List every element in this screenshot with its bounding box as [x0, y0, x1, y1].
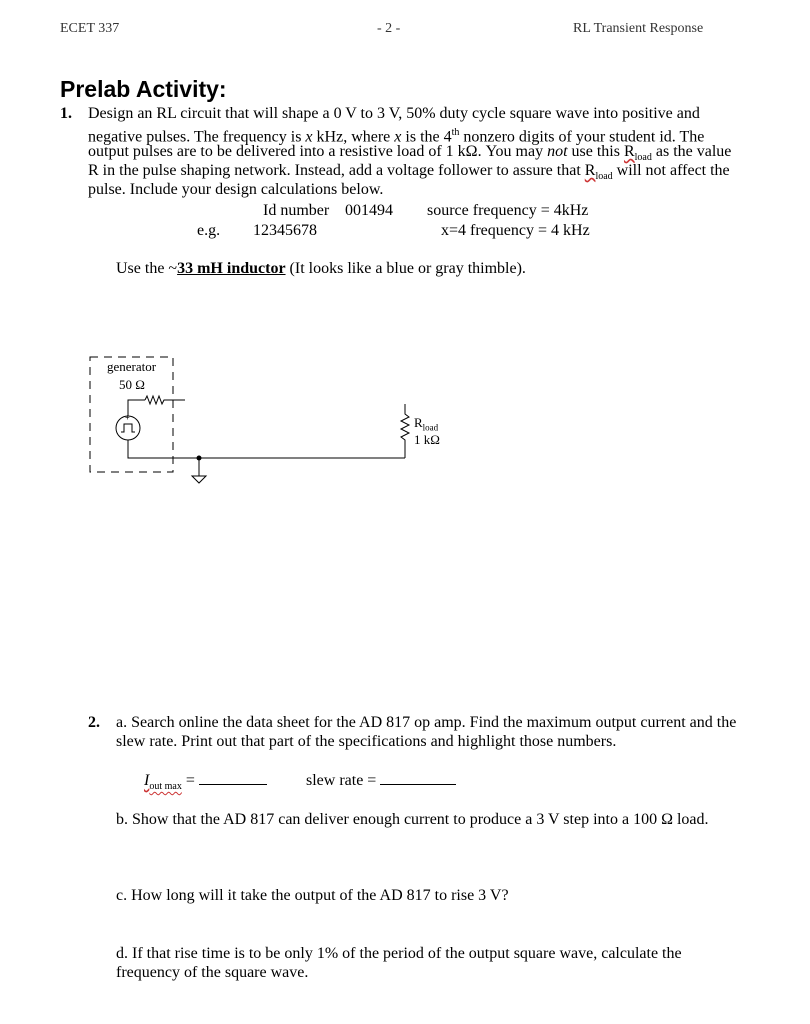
- slew-rate-field: slew rate =: [306, 770, 456, 790]
- resistor-load: [401, 404, 409, 458]
- q1-line1: Design an RL circuit that will shape a 0 V to 3 V, 50% duty cycle square wave into positive and: [88, 105, 700, 122]
- header-course: ECET 337: [60, 21, 120, 36]
- q2d-line2: frequency of the square wave.: [116, 964, 309, 981]
- q2a-line1: a. Search online the data sheet for the AD 817 op amp. Find the maximum output current and the: [116, 714, 737, 731]
- q1-number: 1.: [60, 105, 72, 122]
- iout-max-field: $I_{out max}$ =: [144, 770, 267, 796]
- x-frequency: x=4 frequency = 4 kHz: [441, 222, 590, 239]
- q1-line3: output pulses are to be delivered into a resistive load of 1 kΩ. You may not use this $R_{load}$ as the value: [88, 143, 732, 164]
- generator-resistance: 50 Ω: [119, 377, 145, 392]
- id-label: Id number: [263, 202, 330, 219]
- q2b: b. Show that the AD 817 can deliver enough current to produce a 3 V step into a 100 Ω load.: [116, 811, 709, 828]
- source-frequency: source frequency = 4kHz: [427, 202, 589, 219]
- page-title: Prelab Activity:: [60, 76, 227, 102]
- plus-sign: +: [125, 413, 130, 422]
- q2a-line2: slew rate. Print out that part of the specifications and highlight those numbers.: [116, 733, 617, 750]
- q1-line4: R in the pulse shaping network. Instead, add a voltage follower to assure that $R_{load}$ will not affect the: [88, 162, 730, 183]
- eg-value: 12345678: [253, 222, 317, 239]
- resistor-50-ohm: [145, 396, 185, 404]
- slew-blank: [380, 770, 456, 785]
- q1-line5: pulse. Include your design calculations below.: [88, 181, 384, 198]
- q2d-line1: d. If that rise time is to be only 1% of the period of the output square wave, calculate the: [116, 945, 682, 962]
- header-page-number: - 2 -: [377, 21, 401, 36]
- rload-label: $R_{load}$: [414, 415, 439, 433]
- eg-label: e.g.: [197, 222, 221, 239]
- q2c: c. How long will it take the output of the AD 817 to rise 3 V?: [116, 887, 509, 904]
- iout-blank: [199, 770, 267, 785]
- rload-value: 1 kΩ: [414, 432, 440, 447]
- id-value: 001494: [345, 202, 393, 219]
- square-wave-icon: [121, 424, 135, 432]
- ground-icon: [192, 476, 206, 483]
- inductor-note: Use the ~33 mH inductor (It looks like a blue or gray thimble).: [116, 260, 526, 277]
- header-lab-title: RL Transient Response: [573, 21, 704, 36]
- generator-label: generator: [107, 359, 157, 374]
- q1-line2: negative pulses. The frequency is x kHz, where x is the 4th nonzero digits of your student id. The: [88, 127, 705, 146]
- q2-number: 2.: [88, 714, 100, 731]
